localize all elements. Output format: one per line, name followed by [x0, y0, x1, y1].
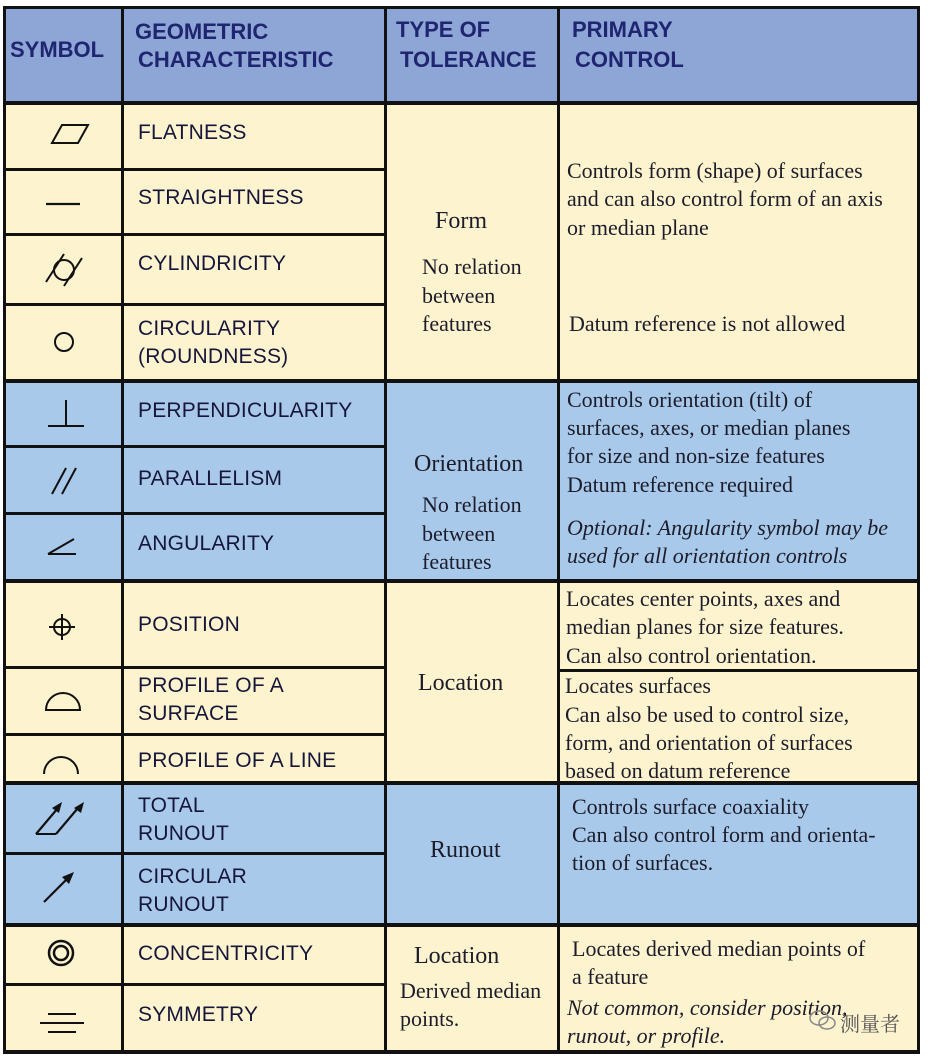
- control-location-b-2: Can also be used to control size,: [565, 702, 850, 727]
- control-orientation-note-2: used for all orientation controls: [567, 543, 848, 568]
- type-location2-sub-1: Derived median: [400, 978, 542, 1003]
- char-cylindricity: CYLINDRICITY: [138, 252, 287, 275]
- parallelism-icon: [30, 460, 100, 504]
- control-runout-3: tion of surfaces.: [572, 850, 714, 875]
- control-form-2: and can also control form of an axis: [567, 186, 883, 211]
- circularity-icon: [30, 324, 100, 360]
- char-angularity: ANGULARITY: [138, 532, 275, 555]
- char-symmetry: SYMMETRY: [138, 1003, 259, 1026]
- control-orientation-1: Controls orientation (tilt) of: [567, 387, 813, 412]
- type-orientation-sub-3: features: [422, 549, 492, 574]
- header-geometric-2: CHARACTERISTIC: [138, 47, 334, 72]
- straightness-icon: [30, 186, 100, 222]
- type-runout-title: Runout: [430, 837, 501, 863]
- control-orientation-note-1: Optional: Angularity symbol may be: [567, 515, 888, 540]
- char-parallelism: PARALLELISM: [138, 467, 283, 490]
- char-circular-runout-2: RUNOUT: [138, 893, 230, 916]
- control-location-a-3: Can also control orientation.: [566, 643, 817, 668]
- control-location-b-3: form, and orientation of surfaces: [565, 730, 853, 755]
- char-straightness: STRAIGHTNESS: [138, 186, 304, 209]
- type-location-title: Location: [418, 670, 504, 696]
- header-symbol: SYMBOL: [10, 37, 105, 62]
- control-location2-note-1: Not common, consider position,: [567, 995, 848, 1020]
- header-primary-2: CONTROL: [575, 47, 684, 72]
- char-profile-surface-2: SURFACE: [138, 702, 239, 725]
- control-location-b-1: Locates surfaces: [565, 673, 711, 698]
- header-type-1: TYPE OF: [396, 17, 491, 42]
- char-concentricity: CONCENTRICITY: [138, 942, 314, 965]
- total-runout-icon: [28, 796, 100, 842]
- char-perpendicularity: PERPENDICULARITY: [138, 399, 353, 422]
- profile-line-icon: [30, 744, 100, 780]
- type-location2-sub-2: points.: [400, 1006, 460, 1031]
- control-orientation-2: surfaces, axes, or median planes: [567, 415, 851, 440]
- position-icon: [30, 606, 100, 650]
- wechat-logo-icon: [808, 1007, 838, 1033]
- char-circular-runout-1: CIRCULAR: [138, 865, 247, 888]
- control-location2-note-2: runout, or profile.: [567, 1023, 726, 1048]
- cylindricity-icon: [30, 248, 100, 292]
- control-runout-1: Controls surface coaxiality: [572, 794, 810, 819]
- char-total-runout-2: RUNOUT: [138, 822, 230, 845]
- type-orientation-sub-2: between: [422, 521, 496, 546]
- control-location-b-4: based on datum reference: [565, 758, 791, 783]
- control-location-a-2: median planes for size features.: [566, 614, 844, 639]
- control-form-note: Datum reference is not allowed: [569, 311, 846, 336]
- char-circularity-1: CIRCULARITY: [138, 317, 281, 340]
- circular-runout-icon: [30, 866, 100, 910]
- angularity-icon: [30, 528, 100, 564]
- header-primary-1: PRIMARY: [572, 17, 673, 42]
- type-form-sub-2: between: [422, 283, 496, 308]
- type-form-sub-3: features: [422, 311, 492, 336]
- type-form-sub-1: No relation: [422, 254, 522, 279]
- perpendicularity-icon: [30, 394, 100, 438]
- control-location2-1: Locates derived median points of: [572, 936, 866, 961]
- symmetry-icon: [30, 1004, 100, 1040]
- char-profile-surface-1: PROFILE OF A: [138, 674, 284, 697]
- control-form-1: Controls form (shape) of surfaces: [567, 158, 863, 183]
- control-orientation-3: for size and non-size features: [567, 443, 825, 468]
- control-runout-2: Can also control form and orienta-: [572, 822, 876, 847]
- control-location2-2: a feature: [572, 964, 649, 989]
- char-total-runout-1: TOTAL: [138, 794, 205, 817]
- char-flatness: FLATNESS: [138, 121, 247, 144]
- profile-surface-icon: [30, 682, 100, 718]
- char-position: POSITION: [138, 613, 240, 636]
- type-location2-title: Location: [414, 943, 500, 969]
- header-geometric-1: GEOMETRIC: [135, 19, 269, 44]
- watermark-text: 测量者: [840, 1012, 900, 1036]
- char-profile-line: PROFILE OF A LINE: [138, 749, 337, 772]
- type-form-title: Form: [435, 208, 488, 234]
- char-circularity-2: (ROUNDNESS): [138, 345, 289, 368]
- type-orientation-sub-1: No relation: [422, 492, 522, 517]
- control-form-3: or median plane: [567, 215, 709, 240]
- control-location-a-1: Locates center points, axes and: [566, 586, 841, 611]
- concentricity-icon: [30, 936, 100, 972]
- flatness-icon: [30, 116, 100, 152]
- control-orientation-4: Datum reference required: [567, 472, 793, 497]
- type-orientation-title: Orientation: [414, 451, 524, 477]
- header-type-2: TOLERANCE: [400, 47, 537, 72]
